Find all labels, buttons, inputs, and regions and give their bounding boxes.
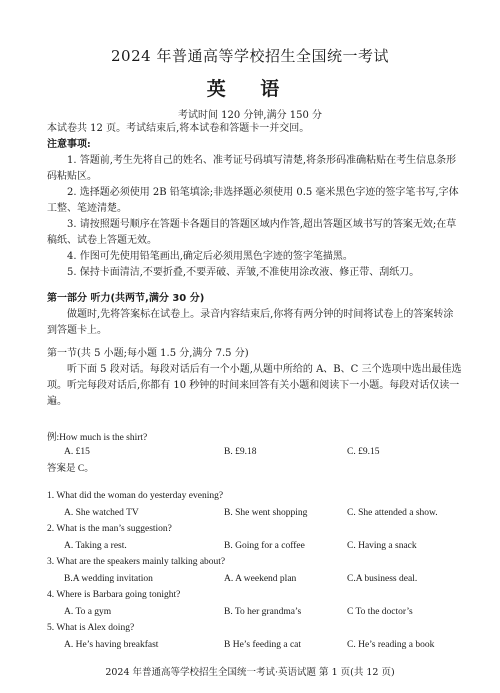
option-a: A. To a gym (64, 607, 112, 617)
example-question: 例:How much is the shirt? (47, 433, 148, 443)
section1-instruction: 听下面 5 段对话。每段对话后有一个小题,从题中所给的 A、B、C 三个选项中选出最佳选项。听完每段对话后,你都有 10 秒钟的时间来回答有关小题和阅读下一小题。每段对话仅读一遍。 (47, 364, 462, 407)
page-footer: 2024 年普通高等学校招生全国统一考试·英语试题 第 1 页(共 12 页) (105, 667, 395, 678)
option-c: C To the doctor’s (347, 607, 413, 617)
option-c: C. He’s reading a book (347, 640, 435, 650)
section1-block (47, 346, 462, 410)
question-text: 2. What is the man’s suggestion? (47, 524, 172, 534)
option-b: B He’s feeding a cat (224, 640, 302, 650)
notes-title: 注意事项: (47, 139, 91, 150)
subject-title: 英 语 (206, 78, 294, 100)
option-c: C.A business deal. (347, 574, 418, 584)
option-b: B. Going for a coffee (224, 541, 305, 551)
note-item: 5. 保持卡面清洁,不要折叠,不要弄破、弄皱,不准使用涂改液、修正带、刮纸刀。 (67, 267, 420, 278)
exam-info: 考试时间 120 分钟,满分 150 分 (177, 110, 323, 121)
exam-title: 2024 年普通高等学校招生全国统一考试 (111, 47, 389, 65)
option-a: A. £15 (64, 447, 90, 457)
option-b: A. A weekend plan (224, 574, 297, 584)
note-item: 1. 答题前,考生先将自己的姓名、准考证号码填写清楚,将条形码准确粘贴在考生信息条形码粘贴区。 (47, 155, 457, 182)
part1-instruction: 做题时,先将答案标在试卷上。录音内容结束后,你将有两分钟的时间将试卷上的答案转涂到答题卡上。 (47, 309, 454, 336)
note-item: 3. 请按照题号顺序在答题卡各题目的答题区域内作答,超出答题区域书写的答案无效;在草稿纸、试卷上答题无效。 (47, 219, 457, 246)
part1-heading: 第一部分 听力(共两节,满分 30 分) (47, 293, 205, 304)
option-a: A. Taking a rest. (64, 541, 127, 551)
option-a: A. She watched TV (64, 508, 139, 518)
option-c: C. £9.15 (347, 447, 380, 457)
question-text: 1. What did the woman do yesterday evening? (47, 491, 224, 501)
note-item: 2. 选择题必须使用 2B 铅笔填涂;非选择题必须使用 0.5 毫米黑色字迹的签字笔书写,字体工整、笔迹清楚。 (47, 187, 459, 214)
option-a: B.A wedding invitation (64, 574, 153, 584)
option-b: B. She went shopping (224, 508, 308, 518)
option-c: C. She attended a show. (347, 508, 438, 518)
example-answer: 答案是 C。 (47, 464, 94, 474)
section1-heading: 第一节(共 5 小题;每小题 1.5 分,满分 7.5 分) (47, 348, 249, 359)
instructions-block (47, 121, 462, 281)
option-b: B. To her grandma’s (224, 607, 302, 617)
option-b: B. £9.18 (224, 447, 257, 457)
option-c: C. Having a snack (347, 541, 417, 551)
question-text: 3. What are the speakers mainly talking about? (47, 557, 226, 567)
part1-block (47, 291, 462, 339)
intro-line: 本试卷共 12 页。考试结束后,将本试卷和答题卡一并交回。 (47, 123, 310, 134)
question-text: 4. Where is Barbara going tonight? (47, 590, 181, 600)
question-text: 5. What is Alex doing? (47, 623, 135, 633)
note-item: 4. 作图可先使用铅笔画出,确定后必须用黑色字迹的签字笔描黑。 (67, 251, 353, 262)
option-a: A. He’s having breakfast (64, 640, 159, 650)
